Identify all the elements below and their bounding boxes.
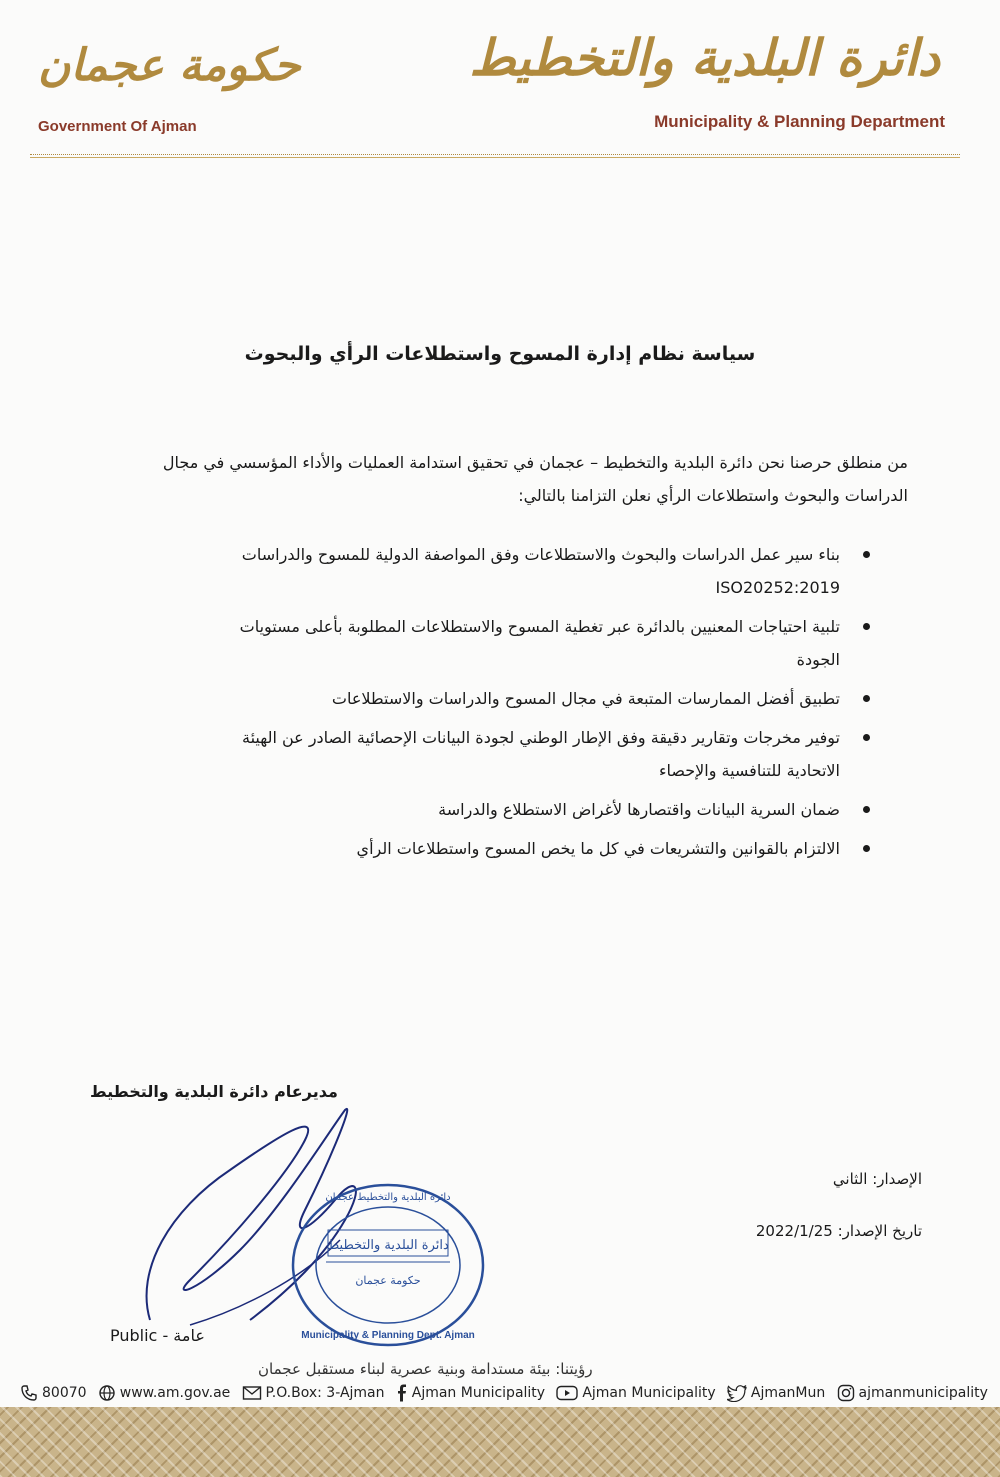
official-stamp: [288, 1180, 488, 1350]
pobox-contact: [242, 1385, 385, 1401]
bullet-icon: [863, 806, 870, 813]
phone-icon: [20, 1384, 38, 1402]
government-of-ajman-logo-english: Government Of Ajman: [38, 118, 197, 135]
youtube-link[interactable]: [556, 1385, 715, 1401]
document-title: سياسة نظام إدارة المسوح واستطلاعات الرأي والبحوث: [244, 343, 756, 365]
list-item-text: تلبية احتياجات المعنيين بالدائرة عبر تغطية المسوح والاستطلاعات المطلوبة بأعلى مستويات الجودة: [239, 617, 840, 669]
bullet-icon: [863, 551, 870, 558]
list-item-text: تطبيق أفضل الممارسات المتبعة في مجال المسوح والدراسات والاستطلاعات: [331, 689, 840, 708]
pobox-text: P.O.Box: 3-Ajman: [265, 1385, 385, 1401]
stamp-ring-text: Municipality & Planning Dept. Ajman: [301, 1330, 475, 1341]
classification-label: Public - عامة: [110, 1326, 205, 1345]
list-item: [220, 793, 840, 826]
youtube-icon: [556, 1385, 578, 1401]
municipality-logo-arabic: دائرة البلدية والتخطيط: [469, 28, 940, 87]
contact-bar: [20, 1376, 988, 1410]
website-url: www.am.gov.ae: [119, 1385, 231, 1401]
list-item-text: توفير مخرجات وتقارير دقيقة وفق الإطار الوطني لجودة البيانات الإحصائية الصادر عن الهيئة الاتحادية للتنافسية والإحصاء: [241, 728, 840, 780]
footer-decorative-pattern: [0, 1407, 1000, 1477]
instagram-handle: ajmanmunicipality: [858, 1385, 988, 1401]
list-item: [220, 610, 840, 676]
bullet-icon: [863, 734, 870, 741]
facebook-handle: Ajman Municipality: [411, 1385, 546, 1401]
government-of-ajman-logo-arabic: حكومة عجمان: [38, 40, 301, 91]
list-item: [220, 832, 840, 865]
header-divider: [30, 154, 960, 155]
list-item: [220, 721, 840, 787]
facebook-icon: [396, 1384, 408, 1402]
signatory-title: مديرعام دائرة البلدية والتخطيط: [90, 1082, 338, 1101]
twitter-link[interactable]: [727, 1385, 825, 1402]
list-item: [220, 682, 840, 715]
issue-date-label: تاريخ الإصدار: 2022/1/25: [755, 1222, 922, 1240]
twitter-icon: [727, 1385, 747, 1402]
website-link[interactable]: [98, 1384, 230, 1402]
globe-icon: [98, 1384, 116, 1402]
mail-icon: [242, 1385, 262, 1401]
list-item-text: ضمان السرية البيانات واقتصارها لأغراض الاستطلاع والدراسة: [438, 800, 840, 819]
municipality-logo-english: Municipality & Planning Department: [654, 112, 945, 131]
phone-number: 80070: [42, 1385, 87, 1401]
stamp-center-text-2: حكومة عجمان: [355, 1274, 421, 1287]
list-item-text: الالتزام بالقوانين والتشريعات في كل ما يخص المسوح واستطلاعات الرأي: [356, 839, 840, 858]
intro-paragraph: من منطلق حرصنا نحن دائرة البلدية والتخطيط – عجمان في تحقيق استدامة العمليات والأداء المؤسسي في مجال الدراسات والبحوث واستطلاعات الرأي نعلن التزامنا بالتالي:: [162, 453, 908, 505]
instagram-link[interactable]: [837, 1384, 988, 1402]
header-divider-line: [30, 157, 960, 158]
bullet-icon: [863, 623, 870, 630]
edition-label: الإصدار: الثاني: [832, 1170, 922, 1188]
list-item-text: بناء سير عمل الدراسات والبحوث والاستطلاعات وفق المواصفة الدولية للمسوح والدراسات ISO20252:2019: [241, 545, 840, 597]
stamp-center-text: دائرة البلدية والتخطيط: [327, 1238, 449, 1253]
commitments-list: [220, 538, 840, 871]
list-item: [220, 538, 840, 604]
stamp-ring-text-ar: دائرة البلدية والتخطيط عجمان: [325, 1192, 451, 1203]
bullet-icon: [863, 695, 870, 702]
phone-contact[interactable]: [20, 1384, 87, 1402]
vision-statement: رؤيتنا: بيئة مستدامة وبنية عصرية لبناء مستقبل عجمان: [258, 1360, 593, 1378]
facebook-link[interactable]: [396, 1384, 545, 1402]
twitter-handle: AjmanMun: [750, 1385, 826, 1401]
youtube-handle: Ajman Municipality: [582, 1385, 716, 1401]
bullet-icon: [863, 845, 870, 852]
instagram-icon: [837, 1384, 855, 1402]
